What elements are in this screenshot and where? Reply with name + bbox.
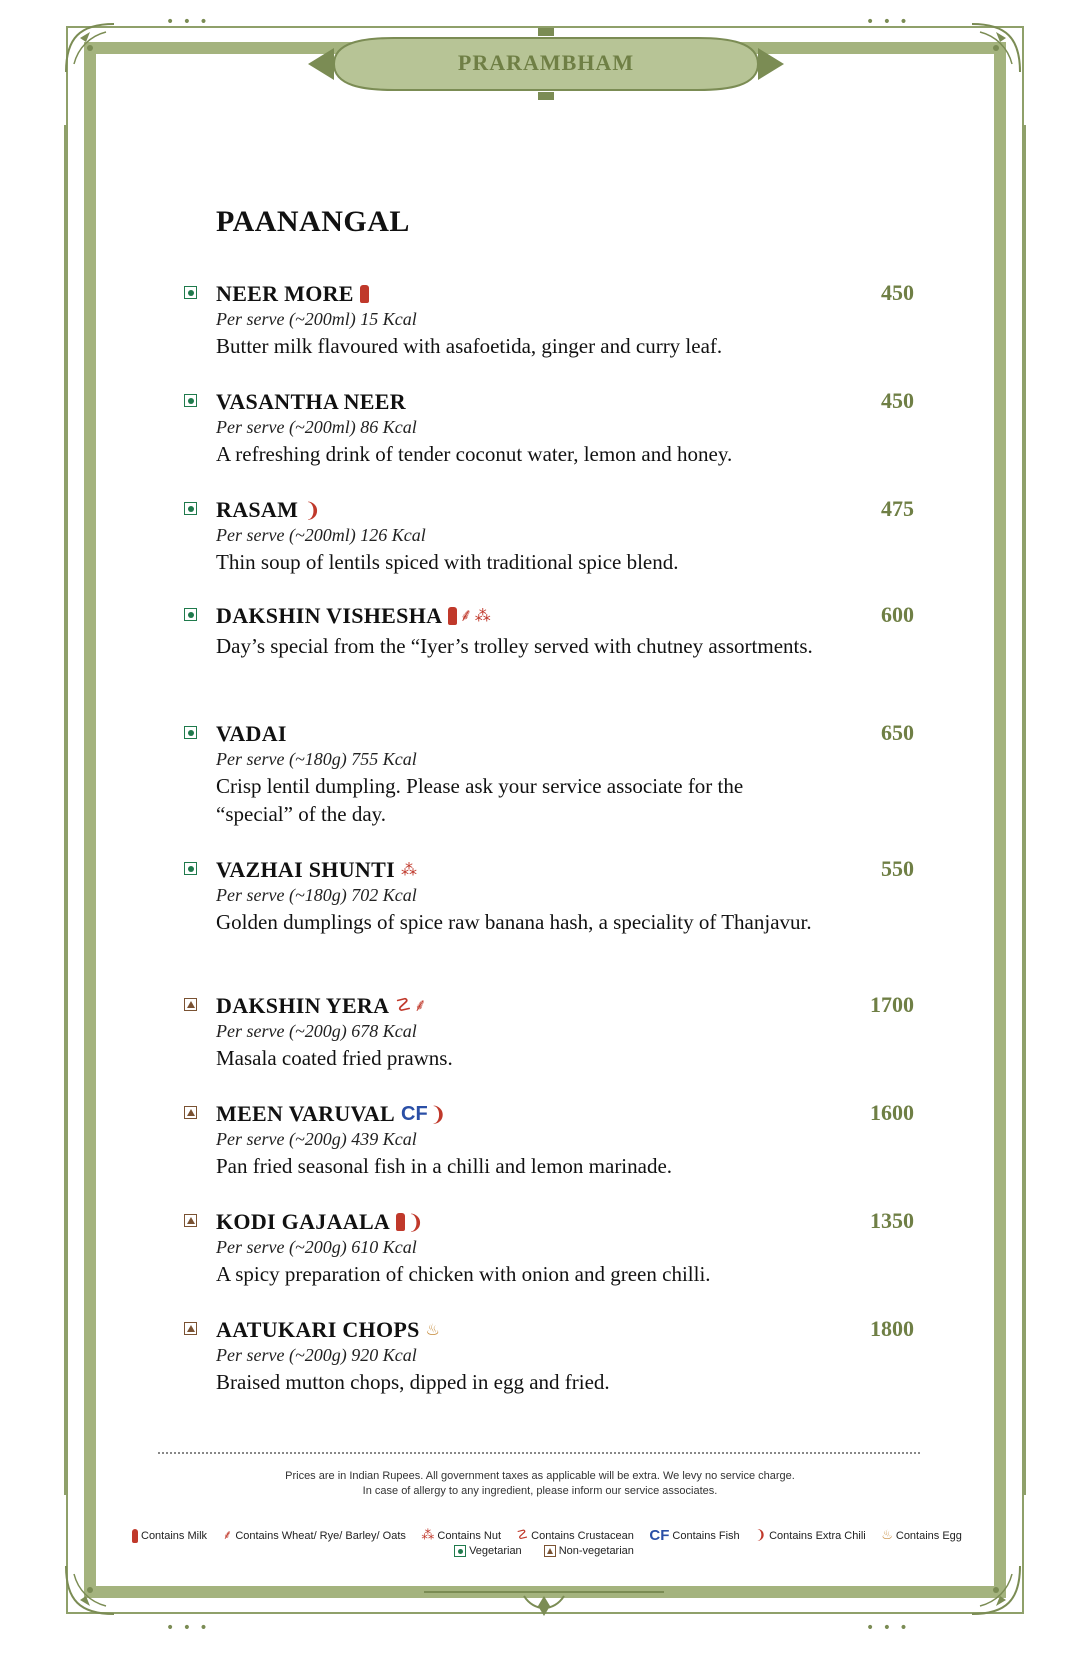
corner-ornament-bottom-left (60, 1560, 120, 1620)
legend-label: Contains Milk (141, 1529, 208, 1542)
allergen-icons (448, 607, 491, 625)
item-name: VAZHAI SHUNTI (216, 857, 395, 882)
veg-dot-icon (188, 398, 194, 404)
prawn-icon: ☡ (516, 1528, 529, 1543)
milk-icon (132, 1529, 138, 1543)
section-title: PAANANGAL (216, 205, 410, 238)
veg-dot-icon (188, 612, 194, 618)
item-kcal: Per serve (~180g) 755 Kcal (216, 749, 417, 769)
footer-divider (158, 1452, 920, 1454)
legend-label: Contains Wheat/ Rye/ Barley/ Oats (235, 1529, 406, 1542)
diet-marker (184, 998, 197, 1011)
right-border-line (1024, 125, 1026, 1495)
allergen-icons (395, 997, 427, 1015)
item-name: AATUKARI CHOPS (216, 1317, 420, 1342)
menu-item (184, 496, 914, 576)
legend-item (881, 1529, 962, 1542)
diet-marker (184, 286, 197, 299)
menu-item (184, 1100, 914, 1180)
dot-ornament: • • • (166, 14, 210, 30)
item-description: Pan fried seasonal fish in a chilli and lemon marinade. (216, 1154, 673, 1178)
menu-item (184, 602, 914, 660)
item-price: 550 (881, 856, 914, 881)
milk-icon (360, 285, 369, 303)
chili-icon: ❩ (429, 1102, 447, 1126)
egg-icon: ♨ (881, 1528, 893, 1543)
legend-label: Contains Egg (895, 1529, 962, 1542)
item-description: Thin soup of lentils spiced with traditional spice blend. (216, 550, 679, 574)
allergen-legend (132, 1528, 962, 1543)
item-price: 1350 (870, 1208, 914, 1233)
item-name: DAKSHIN VISHESHA (216, 603, 443, 628)
diet-marker (184, 1322, 197, 1335)
item-kcal: Per serve (~200g) 439 Kcal (216, 1129, 417, 1149)
legend-item (649, 1528, 739, 1543)
legend-item (223, 1529, 406, 1542)
item-description: Braised mutton chops, dipped in egg and fried. (216, 1370, 610, 1394)
item-name: VASANTHA NEER (216, 389, 406, 414)
legend-label: Contains Nut (437, 1529, 501, 1542)
menu-item (184, 1208, 914, 1288)
legend-item (755, 1529, 866, 1542)
item-price: 450 (881, 280, 914, 305)
allergen-icons (396, 1212, 424, 1232)
menu-item (184, 1316, 914, 1396)
diet-marker (184, 394, 197, 407)
bottom-ornament (424, 1582, 664, 1622)
veg-dot-icon (458, 1549, 463, 1554)
veg-dot-icon (188, 506, 194, 512)
item-description: Crisp lentil dumpling. Please ask your service associate for the “special” of the day. (216, 774, 744, 826)
fish-icon: CF (401, 1103, 428, 1125)
item-price: 600 (881, 602, 914, 627)
footer-note: In case of allergy to any ingredient, please inform our service associates. (362, 1485, 718, 1497)
allergen-icons (360, 285, 369, 303)
item-kcal: Per serve (~200ml) 126 Kcal (216, 525, 426, 545)
legend-label: Contains Fish (672, 1529, 740, 1542)
nonveg-triangle-icon (187, 1001, 195, 1008)
allergen-icons (426, 1322, 440, 1338)
chili-icon: ❩ (755, 1528, 767, 1543)
nut-icon: ⁂ (400, 860, 417, 879)
dot-ornament: • • • (866, 1620, 910, 1636)
menu-item (184, 856, 914, 936)
diet-marker (184, 608, 197, 621)
legend-item (517, 1529, 634, 1542)
wheat-icon: ⸙ (222, 1528, 233, 1543)
legend-item (454, 1545, 522, 1557)
item-kcal: Per serve (~200g) 610 Kcal (216, 1237, 417, 1257)
header-cartouche (304, 28, 788, 100)
item-price: 450 (881, 388, 914, 413)
dot-ornament: • • • (866, 14, 910, 30)
diet-marker (454, 1545, 466, 1557)
dot-ornament: • • • (166, 1620, 210, 1636)
legend-item (132, 1529, 207, 1543)
item-name: NEER MORE (216, 281, 354, 306)
chili-icon: ❩ (407, 1210, 424, 1234)
menu-item (184, 992, 914, 1072)
item-name: RASAM (216, 497, 299, 522)
nonveg-triangle-icon (187, 1325, 195, 1332)
nonveg-triangle-icon (547, 1548, 553, 1554)
diet-marker (184, 1106, 197, 1119)
milk-icon (396, 1213, 405, 1231)
veg-dot-icon (188, 730, 194, 736)
item-kcal: Per serve (~200g) 678 Kcal (216, 1021, 417, 1041)
diet-marker (544, 1545, 556, 1557)
item-description: A refreshing drink of tender coconut water, lemon and honey. (216, 442, 733, 466)
item-description: Butter milk flavoured with asafoetida, ginger and curry leaf. (216, 334, 723, 358)
corner-ornament-bottom-right (966, 1560, 1026, 1620)
item-price: 475 (881, 496, 914, 521)
legend-item (421, 1529, 501, 1542)
item-price: 1700 (870, 992, 914, 1017)
prawn-icon: ☡ (395, 995, 412, 1016)
nonveg-triangle-icon (187, 1109, 195, 1116)
menu-item (184, 280, 914, 360)
veg-dot-icon (188, 866, 194, 872)
item-name: VADAI (216, 721, 287, 746)
item-price: 1800 (870, 1316, 914, 1341)
item-price: 1600 (870, 1100, 914, 1125)
item-name: KODI GAJAALA (216, 1209, 391, 1234)
corner-ornament-top-left (60, 18, 120, 78)
header-title: PRARAMBHAM (457, 50, 635, 75)
corner-ornament-top-right (966, 18, 1026, 78)
diet-marker (184, 1214, 197, 1227)
item-kcal: Per serve (~200g) 920 Kcal (216, 1345, 417, 1365)
legend-item (544, 1545, 634, 1557)
legend-label: Contains Crustacean (531, 1529, 634, 1542)
footer-note: Prices are in Indian Rupees. All government taxes as applicable will be extra. We levy no service charge. (285, 1470, 795, 1482)
diet-marker (184, 502, 197, 515)
fish-icon: CF (649, 1527, 670, 1544)
wheat-icon: ⸙ (459, 605, 473, 626)
item-name: DAKSHIN YERA (216, 993, 390, 1018)
diet-legend (0, 1545, 1088, 1557)
wheat-icon: ⸙ (413, 995, 427, 1016)
nut-icon: ⁂ (474, 606, 491, 625)
milk-icon (448, 607, 457, 625)
chili-icon: ❩ (304, 498, 321, 522)
item-description: A spicy preparation of chicken with onion and green chilli. (216, 1262, 711, 1286)
legend-label: Non-vegetarian (558, 1545, 634, 1557)
allergen-icons (401, 1104, 446, 1124)
diet-marker (184, 862, 197, 875)
item-kcal: Per serve (~200ml) 86 Kcal (216, 417, 417, 437)
diet-marker (184, 726, 197, 739)
item-price: 650 (881, 720, 914, 745)
item-description: Golden dumplings of spice raw banana hash, a speciality of Thanjavur. (216, 910, 812, 934)
menu-item (184, 388, 914, 468)
left-border-line (64, 125, 66, 1495)
item-kcal: Per serve (~200ml) 15 Kcal (216, 309, 417, 329)
legend-label: Vegetarian (469, 1545, 522, 1557)
egg-icon: ♨ (425, 1320, 440, 1339)
item-description: Masala coated fried prawns. (216, 1046, 453, 1070)
allergen-icons (401, 862, 417, 878)
nonveg-triangle-icon (187, 1217, 195, 1224)
item-description: Day’s special from the “Iyer’s trolley served with chutney assortments. (216, 634, 813, 658)
veg-dot-icon (188, 290, 194, 296)
allergen-icons (304, 500, 321, 520)
legend-label: Contains Extra Chili (769, 1529, 866, 1542)
item-kcal: Per serve (~180g) 702 Kcal (216, 885, 417, 905)
menu-item (184, 720, 914, 828)
nut-icon: ⁂ (421, 1528, 435, 1543)
item-name: MEEN VARUVAL (216, 1101, 396, 1126)
